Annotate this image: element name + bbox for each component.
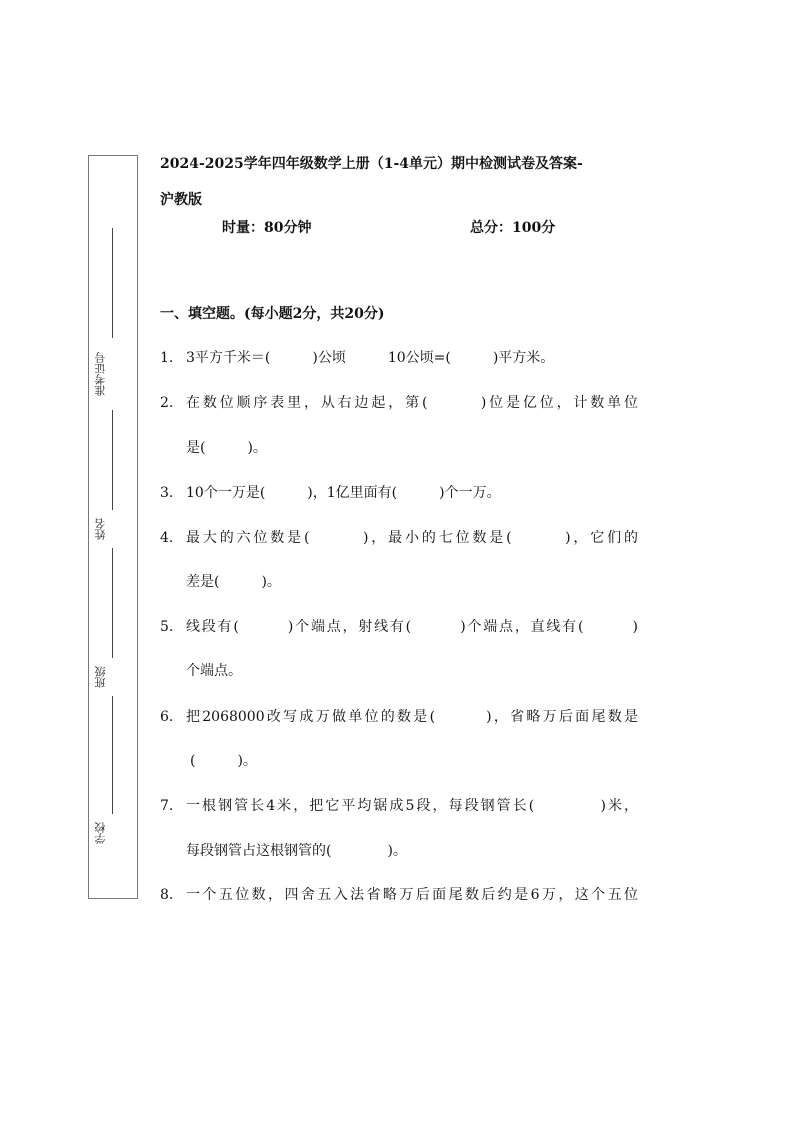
question-2-line1: 在数位顺序表里，从右边起，第( )位是亿位，计数单位 bbox=[186, 395, 638, 411]
exam-time: 时量：80分钟 bbox=[222, 220, 312, 236]
question-8-line1: 一个五位数，四舍五入法省略万后面尾数后约是6万，这个五位 bbox=[186, 887, 638, 903]
binding-line-class bbox=[112, 548, 113, 658]
question-7-number: 7. bbox=[160, 798, 174, 814]
question-7-line1: 一根钢管长4米，把它平均锯成5段，每段钢管长( )米， bbox=[186, 798, 638, 814]
exam-title bbox=[160, 146, 640, 218]
question-6-line2: ( )。 bbox=[190, 753, 257, 769]
question-3-line1: 10个一万是( )，1亿里面有( )个一万。 bbox=[186, 485, 501, 501]
question-8-number: 8. bbox=[160, 887, 174, 903]
question-5-line1: 线段有( )个端点，射线有( )个端点，直线有( ) bbox=[186, 619, 638, 635]
binding-line-exam-number bbox=[112, 228, 113, 338]
question-1-number: 1. bbox=[160, 350, 174, 366]
binding-label-name: 姓名 bbox=[94, 518, 107, 540]
binding-line-school bbox=[112, 696, 113, 814]
question-2-number: 2. bbox=[160, 395, 174, 411]
question-4-line2: 差是( )。 bbox=[186, 574, 281, 590]
question-4-line1: 最大的六位数是( )，最小的七位数是( )，它们的 bbox=[186, 530, 638, 546]
question-5-line2: 个端点。 bbox=[186, 663, 242, 679]
exam-title-line2: 沪教版 bbox=[160, 192, 202, 208]
binding-label-school: 学校 bbox=[94, 822, 107, 844]
question-6-number: 6. bbox=[160, 709, 174, 725]
question-6-line1: 把2068000改写成万做单位的数是( )，省略万后面尾数是 bbox=[186, 709, 638, 725]
binding-label-exam-number: 准考证号 bbox=[94, 352, 107, 396]
exam-title-line1: 2024-2025学年四年级数学上册（1-4单元）期中检测试卷及答案- bbox=[160, 156, 583, 172]
question-3-number: 3. bbox=[160, 485, 174, 501]
question-1-line1: 3平方千米＝( )公顷 10公顷=( )平方米。 bbox=[186, 350, 555, 366]
section-fill-blank-heading: 一、填空题。(每小题2分，共20分) bbox=[160, 306, 385, 322]
binding-label-class: 班级 bbox=[94, 666, 107, 688]
question-4-number: 4. bbox=[160, 530, 174, 546]
question-7-line2: 每段钢管占这根钢管的( )。 bbox=[186, 843, 407, 859]
question-2-line2: 是( )。 bbox=[186, 440, 267, 456]
question-5-number: 5. bbox=[160, 619, 174, 635]
exam-total-score: 总分：100分 bbox=[470, 220, 556, 236]
binding-line-name bbox=[112, 410, 113, 510]
